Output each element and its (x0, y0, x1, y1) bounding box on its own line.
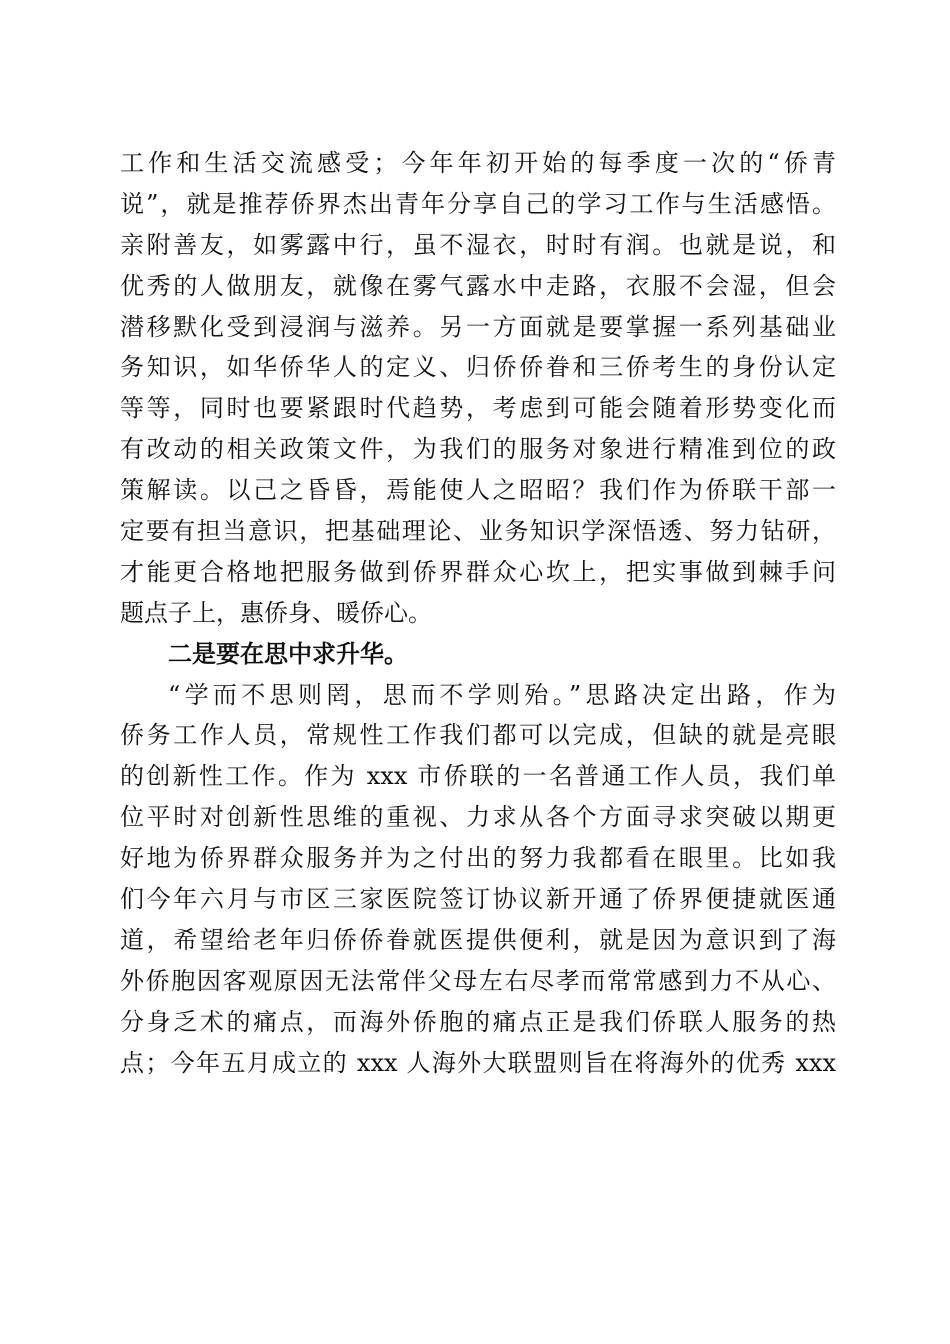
text-line: 分身乏术的痛点，而海外侨胞的痛点正是我们侨联人服务的热 (120, 1007, 836, 1036)
text-line: 题点子上，惠侨身、暖侨心。 (120, 598, 432, 627)
text-line: 好地为侨界群众服务并为之付出的努力我都看在眼里。比如我 (120, 844, 836, 873)
text-line: 位平时对创新性思维的重视、力求从各个方面寻求突破以期更 (120, 803, 836, 832)
text-line: 定要有担当意识，把基础理论、业务知识学深悟透、努力钻研， (120, 517, 836, 546)
text-line: 务知识，如华侨华人的定义、归侨侨眷和三侨考生的身份认定 (120, 353, 836, 382)
text-line: 的创新性工作。作为 xxx 市侨联的一名普通工作人员，我们单 (120, 762, 836, 791)
text-line: 外侨胞因客观原因无法常伴父母左右尽孝而常常感到力不从心、 (120, 966, 836, 995)
text-line: 亲附善友，如雾露中行，虽不湿衣，时时有润。也就是说，和 (120, 230, 836, 259)
text-line: 才能更合格地把服务做到侨界群众心坎上，把实事做到棘手问 (120, 557, 836, 586)
text-line: 们今年六月与市区三家医院签订协议新开通了侨界便捷就医通 (120, 885, 836, 914)
text-line: “学而不思则罔，思而不学则殆。”思路决定出路，作为 (168, 680, 836, 709)
text-line: 侨务工作人员，常规性工作我们都可以完成，但缺的就是亮眼 (120, 721, 836, 750)
document-body (120, 143, 836, 1083)
text-line: 工作和生活交流感受；今年年初开始的每季度一次的“侨青 (120, 149, 836, 177)
text-line: 点；今年五月成立的 xxx 人海外大联盟则旨在将海外的优秀 xxx (120, 1048, 836, 1077)
text-line: 策解读。以己之昏昏，焉能使人之昭昭？我们作为侨联干部一 (120, 476, 836, 505)
text-line: 道，希望给老年归侨侨眷就医提供便利，就是因为意识到了海 (120, 925, 836, 954)
text-line: 优秀的人做朋友，就像在雾气露水中走路，衣服不会湿，但会 (120, 271, 836, 300)
text-line: 有改动的相关政策文件，为我们的服务对象进行精准到位的政 (120, 435, 836, 464)
text-line: 潜移默化受到浸润与滋养。另一方面就是要掌握一系列基础业 (120, 312, 836, 341)
text-line: 等等，同时也要紧跟时代趋势，考虑到可能会随着形势变化而 (120, 394, 836, 423)
section-heading: 二是要在思中求升华。 (168, 638, 408, 668)
text-line: 说”，就是推荐侨界杰出青年分享自己的学习工作与生活感悟。 (120, 189, 836, 218)
